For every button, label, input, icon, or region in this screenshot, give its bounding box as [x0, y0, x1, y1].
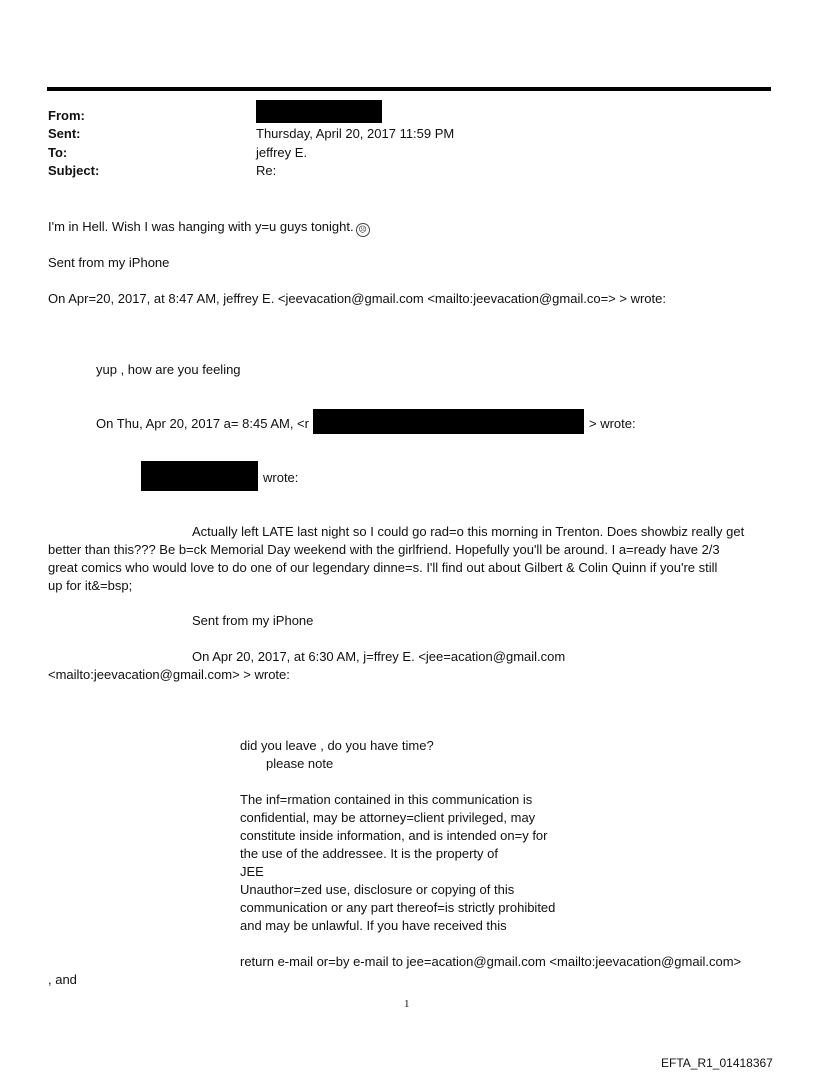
quote-header-3-suffix: wrote: — [263, 470, 299, 485]
did-you-leave-line: did you leave , do you have time? — [240, 738, 434, 753]
disclaimer-line: Unauthor=zed use, disclosure or copying of this — [240, 882, 515, 897]
quote-header-4-line-2: <mailto:jeevacation@gmail.com> > wrote: — [48, 667, 290, 682]
from-label: From: — [48, 108, 85, 123]
paragraph-line-4: up for it&=bsp; — [48, 578, 133, 593]
disclaimer-line: confidential, may be attorney=client privileged, may — [240, 810, 536, 825]
crying-face-icon: ☹ — [356, 223, 370, 237]
sent-label: Sent: — [48, 126, 81, 141]
please-note-line: please note — [266, 756, 334, 771]
quote-header-1: On Apr=20, 2017, at 8:47 AM, jeffrey E. <jeevacation@gmail.com <mailto:jeevacation@gmail.co=> > wrote: — [48, 291, 666, 306]
to-label: To: — [48, 145, 68, 160]
yup-line: yup , how are you feeling — [96, 362, 241, 377]
quote-header-2-suffix: > wrote: — [589, 416, 636, 431]
paragraph-line-3: great comics who would love to do one of our legendary dinne=s. I'll find out about Gilbert & Colin Quinn if you're still — [48, 560, 718, 575]
paragraph-line-1: Actually left LATE last night so I could go rad=o this morning in Trenton. Does showbiz really get — [192, 524, 745, 539]
message-text: I'm in Hell. Wish I was hanging with y=u guys tonight. — [48, 219, 354, 234]
subject-value: Re: — [256, 163, 277, 178]
subject-label: Subject: — [48, 163, 100, 178]
document-id: EFTA_R1_01418367 — [661, 1056, 773, 1070]
paragraph-line-2: better than this??? Be b=ck Memorial Day weekend with the girlfriend. Hopefully you'll be around. I a=ready have 2/3 — [48, 542, 720, 557]
quote-header-4-line-1: On Apr 20, 2017, at 6:30 AM, j=ffrey E. <jee=acation@gmail.com — [192, 649, 566, 664]
and-line: , and — [48, 972, 77, 987]
disclaimer-line: the use of the addressee. It is the property of — [240, 846, 498, 861]
quote-header-2-prefix: On Thu, Apr 20, 2017 a= 8:45 AM, <r — [96, 416, 309, 431]
sent-value: Thursday, April 20, 2017 11:59 PM — [256, 126, 455, 141]
header-rule — [47, 87, 771, 91]
sent-from-iphone-1: Sent from my iPhone — [48, 255, 170, 270]
disclaimer-line: The inf=rmation contained in this communication is — [240, 792, 533, 807]
page-number: 1 — [404, 998, 410, 1010]
redaction-from — [256, 100, 382, 123]
to-value: jeffrey E. — [256, 145, 308, 160]
return-email-line: return e-mail or=by e-mail to jee=acation@gmail.com <mailto:jeevacation@gmail.com> — [240, 954, 742, 969]
disclaimer-line: communication or any part thereof=is strictly prohibited — [240, 900, 556, 915]
redaction-quote-3 — [141, 461, 258, 491]
redaction-quote-2 — [313, 409, 584, 434]
disclaimer-block — [240, 791, 555, 935]
disclaimer-line: and may be unlawful. If you have received this — [240, 918, 507, 933]
message-line-1 — [48, 218, 370, 237]
sent-from-iphone-2: Sent from my iPhone — [192, 613, 314, 628]
disclaimer-line: constitute inside information, and is intended on=y for — [240, 828, 548, 843]
disclaimer-line: JEE — [240, 864, 264, 879]
